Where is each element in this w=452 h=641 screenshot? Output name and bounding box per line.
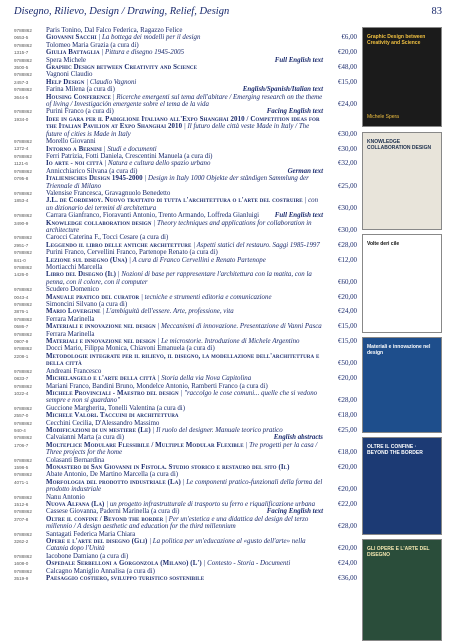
cover-oltre-confine [362,437,442,535]
isbn-code: 9788862 1372-4 [14,139,32,152]
isbn-code: 9788862 1934-0 [14,109,32,122]
catalog-entry [14,405,357,420]
entry-subtitle: Ricerche emergenti sul tema dell'abitare / Emerging research on the theme of living / Investigación emergente sobre el tema de la vida [46,93,323,109]
entry-price: €48,00 [338,64,357,72]
entry-author: Docci Mario, Filippa Monica, Chiavoni Emanuela (a cura di) [46,345,215,353]
entry-title: Ospedale Serbelloni a Gorgonzola (Milano) (L') [46,560,202,568]
entry-price: €20,00 [338,545,357,553]
cover-title: OLTRE IL CONFINE · BEYOND THE BORDER [367,444,423,456]
entry-price: €20,00 [338,293,357,301]
entry-subtitle: Claudio Vagnoni [89,78,137,86]
catalog-entry: 9788862 2457-3 Vagnoni Claudio Help Design | Claudio Vagnoni €15,00 [14,71,357,86]
isbn-code: 9788862 2208-1 [14,346,32,359]
language-tag: Full English text [274,56,323,64]
cover-author: Michele Spera [367,114,399,120]
entry-subtitle: Il futuro delle città veste Made in Italy / The future of cities is Made in Italy [46,123,310,138]
isbn-code: 9788862 2951-7 [14,235,32,248]
entry-subtitle: A cura di Franco Cervellini e Renato Partenope [132,256,266,264]
catalog-entry: 9788862 1512-6 Nanu Antonio Nuova Alfana (La) | un progetto infrastrutturale di trasporto su ferro e riqualificazione urbana €22,00 [14,493,357,508]
entry-price: €32,00 [338,160,357,168]
isbn-code: 9788862 3644-5 [14,87,32,100]
entry-subtitle: Meccanismi di innovazione. Presentazione di Vanni Pasca [161,323,322,331]
entry-subtitle: Design in Italy 1000 Objekte der ständigen Sammlung der Triennale di Milano [46,175,309,190]
entry-title: J.L. de Cordemoy. Nuovo trattato di tutta l'architettura o l'arte del costruire [46,197,303,205]
entry-subtitle: Storia della via Nova Capitolina [161,375,252,383]
catalog-entry: 9788862 0907-9 Ferrara Marinella Materiali e innovazione nel design | Le microstorie. Introduzione di Michele Argentino €15,00 [14,330,357,346]
isbn-code: 9788862 841-0 [14,250,32,263]
catalog-entry: 9788862 0653-5 Paris Tonino, Dal Falco Federica, Ragazzo Felice Giovanni Sacchi | La bottega dei modelli per il design €6,00 [14,27,357,42]
entry-price: €28,00 [338,241,357,249]
entry-author: Tolomeo Maria Grazia (a cura di) [46,41,139,49]
entry-author: Ferri Patrizia, Fotti Daniela, Crescentini Manuela (a cura di) [46,152,213,160]
entry-author: Paris Tonino, Dal Falco Federica, Ragazzo Felice [46,27,183,34]
entry-price: €30,00 [338,145,357,153]
entry-author: Colasanti Bernardina [46,456,105,464]
entry-title: Oltre il confine / Beyond the border [46,515,164,523]
entry-subtitle: "raccolgo le cose comuni... quelle che si vedono sempre e non si guardano" [46,389,318,405]
catalog-entry: 9788862 1706-7 Calvaianni Marta (a cura di) English abstracts Molteplice Modulare Flessibile / Multiple Modular Flexible | Tre progetti per la casa / Three projects for the home €18,00 [14,434,357,457]
entry-title: Graphic Design between Creativity and Science [46,64,198,72]
catalog-entry: 9788862 2951-7 Carocci Caterina F., Tocci Cesare (a cura di) Leggendo il libro delle antiche architetture | Aspetti statici del restauro. Saggi 1985-1997 €28,00 [14,234,357,249]
entry-subtitle: con un dizionario dei termini di architettura [46,197,319,212]
entry-price: €20,00 [338,486,357,494]
language-tag: English/Spanish/Italian text [242,86,323,94]
entry-title: Paesaggio costiero, sviluppo turistico sostenibile [46,575,205,583]
entry-price: €60,00 [338,278,357,286]
entry-price: €18,00 [338,449,357,457]
language-tag: Facing English text [266,508,323,516]
entry-title: Metodologie integrate per il rilievo, il disegno, la modellazione dell'architettura e della città [46,352,320,368]
entry-subtitle: La politica per un'educazione al «gusto dell'arte» nella Catania dopo l'Unità [46,538,306,553]
entry-price: €18,00 [338,412,357,420]
entry-subtitle: Le componenti pratico-funzionali della forma del prodotto industriale [46,478,323,494]
page-header [14,6,442,20]
entry-price: €50,00 [338,360,357,368]
entry-author: Abate Antonio, De Martino Marcella (a cura di) [46,471,179,479]
catalog-entry: 9788862 1372-4 Morello Giovanni Intorno a Bernini | Studi e documenti €30,00 [14,138,357,153]
entry-title: Leggendo il libro delle antiche architetture [46,241,192,249]
entry-title: Morfologia del prodotto industriale (La) [46,478,181,486]
entry-subtitle: Aspetti statici del restauro. Saggi 1985-1997 [196,241,320,249]
entry-title: Libro del Disegno (Il) [46,271,117,279]
catalog-entry: 9788862 1934-0 Purini Franco (a cura di) Facing English text Idee in gara per il Padiglione Italiano all'Expo Shanghai 2010 / Competition ideas for the Italian Pavilion at Expo Shanghai 2010 | Il futuro delle città veste Made in Italy / The future of cities is Made in Italy €30,00 [14,108,357,138]
entry-author: Farina Milena (a cura di) English/Spanish/Italian text [46,86,323,94]
entry-subtitle: La bottega dei modelli per il design [102,34,201,42]
entry-subtitle: Tre progetti per la casa / Three projects for the home [46,441,318,457]
isbn-code: 9788862 4071-1 [14,472,32,485]
entry-title: Housing Conference [46,93,111,101]
isbn-code: 9788862 940-4 [14,420,32,433]
isbn-code: 9788862 1512-6 [14,494,32,507]
entry-price: €6,00 [341,34,357,42]
entry-subtitle: Le microstorie. Introduzione di Michele Argentino [161,338,300,346]
cover-title: GLI OPERE E L'ARTE DEL DISEGNO [367,546,430,558]
entry-price: €28,00 [338,397,357,405]
catalog-entry: 9788862 940-4 Cecchini Cecilia, D'Alessandro Massimo Modificazioni di un mestiere (Le) | Il ruolo del designer. Manuale teorico pratico €25,00 [14,419,357,434]
catalog-list [14,27,357,582]
catalog-entry: 9788862 1608-0 Iacobone Damiano (a cura di) Ospedale Serbelloni a Gorgonzola (Milano) (L') | Contesto - Storia - Documenti €24,00 [14,552,357,568]
entry-title: Modificazioni di un mestiere (Le) [46,426,151,434]
entry-author: Cecchini Cecilia, D'Alessandro Massimo [46,419,160,427]
entry-title: Lezione sul disegno (Una) [46,256,128,264]
entry-price: €20,00 [338,463,357,471]
entry-price: €24,00 [338,101,357,109]
entry-title: Nuova Alfana (La) [46,501,105,508]
isbn-code: 9788862 3262-2 [14,531,32,545]
entry-author: Ferrara Marinella [46,315,95,323]
catalog-entry [14,345,357,367]
catalog-entry: 9788862 1853-4 Valensise Francesca, Gravagnuolo Benedetto J.L. de Cordemoy. Nuovo trattato di tutta l'architettura o l'arte del costruire | con un dizionario dei termini di architettura €30,00 [14,189,357,212]
entry-subtitle: Theory techniques and applications for collaboration in architecture [46,219,312,234]
isbn-code: 9788862 3519-9 [14,568,32,582]
catalog-entry: 9788862 3644-5 Farina Milena (a cura di) English/Spanish/Italian text Housing Conference | Ricerche emergenti sul tema dell'abitare / Emerging research on the theme of living / Investigación emergente sobre el tema de la vida €24,00 [14,86,357,109]
cover-graphic-design [362,27,442,127]
entry-author: Morello Giovanni [46,138,96,146]
isbn-code: 9788862 0653-5 [14,28,32,41]
entry-subtitle: Il ruolo del designer. Manuale teorico pratico [156,426,283,434]
language-tag: English abstracts [273,434,323,442]
entry-subtitle: Per un'estetica e una didattica del design del terzo millennio / A design aesthetic and education for the third millennium [46,515,309,531]
entry-price: €30,00 [338,130,357,138]
isbn-code: 9788862 0043-4 [14,287,32,300]
entry-price: €22,00 [338,501,357,508]
catalog-entry: 9788862 1426-0 Mortiacchi Marcella Libro del Disegno (Il) | Nozioni di base per rappresentare l'architettura con la matita, con la penna, con il colore, con il computer €60,00 [14,264,357,286]
entry-title: Michele Valori. Taccuini di architettura [46,412,179,420]
running-title: Disegno, Rilievo, Design / Drawing, Relief, Design [14,6,230,17]
catalog-entry: 9788862 3262-2 Santagati Federica Maria Chiara Opere e l'arte del disegno (Gli) | La politica per un'educazione al «gusto dell'arte» nella Catania dopo l'Unità €20,00 [14,530,357,553]
entry-price: €24,00 [338,560,357,568]
entry-subtitle: L'ambiguità dell'essere. Arte, professione, vita [105,308,234,316]
entry-title: Giovanni Sacchi [46,34,97,42]
catalog-entry [14,457,357,472]
entry-title: Knowledge collaboration design [46,219,152,227]
entry-subtitle: tecniche e strumenti editoria e comunicazione [144,293,272,301]
entry-price: €12,00 [338,256,357,264]
entry-price: €15,00 [338,78,357,86]
entry-title: Help Design [46,78,85,86]
isbn-code: 9788862 1853-4 [14,190,32,204]
catalog-entry [14,568,357,583]
cover-title: Graphic Design between Creativity and Science [367,34,426,46]
catalog-entry: 9788862 841-0 Purini Franco, Cervellini Franco, Partenope Renato (a cura di) Lezione sul disegno (Una) | A cura di Franco Cervellini e Renato Partenope €12,00 [14,249,357,264]
entry-title: Io arte - noi città [46,160,103,168]
entry-subtitle: Nozioni di base per rappresentare l'architettura con la matita, con la penna, con il colore, con il computer [46,271,312,286]
entry-author: Valensise Francesca, Gravagnuolo Benedetto [46,189,171,197]
isbn-code: 9788862 1598-5 [14,457,32,470]
catalog-entry: 9788862 3490-9 Carrara Gianfranco, Fioravanti Antonio, Trento Armando, Loffreda Gianluigi Full English text Knowledge collaboration design | Theory techniques and applications for collaboration in architecture €30,00 [14,212,357,234]
cover-knowledge-collaboration [362,132,442,230]
entry-price: €20,00 [338,49,357,57]
isbn-code: 9788862 3707-8 [14,509,32,522]
isbn-code: 9788862 3490-9 [14,213,32,226]
entry-price: €15,00 [338,338,357,346]
entry-price: €15,00 [338,323,357,331]
entry-subtitle: un progetto infrastrutturale di trasporto su ferro e riqualificazione urbana [109,501,316,508]
entry-title: Idee in gara per il Padiglione Italiano all'Expo Shanghai 2010 / Competition ideas for the Italian Pavilion at Expo Shanghai 2010 [46,115,320,131]
catalog-entry: 9788862 1121-6 Ferri Patrizia, Fotti Daniela, Crescentini Manuela (a cura di) Io arte - noi città | Natura e cultura dello spazio urbano €32,00 [14,152,357,168]
cover-title: Volte deri cile [367,241,400,247]
entry-author: Carrara Gianfranco, Fioravanti Antonio, Trento Armando, Loffreda Gianluigi Full English text [46,212,323,220]
isbn-code: 9788862 1121-6 [14,153,32,167]
entry-subtitle: Studi e documenti [107,145,157,153]
entry-price: €25,00 [338,182,357,190]
isbn-code: 9788862 1426-0 [14,265,32,278]
entry-author: Scudero Domenico [46,286,100,294]
entry-price: €36,00 [338,575,357,583]
isbn-code: 9788862 2557-0 [14,405,32,419]
isbn-code: 9788862 1608-0 [14,553,32,567]
cover-title: KNOWLEDGE COLLABORATION DESIGN [367,139,432,151]
isbn-code: 9788862 1022-4 [14,383,32,396]
cover-lezione-disegno [362,234,442,333]
entry-price: €30,00 [338,204,357,212]
entry-price: €20,00 [338,375,357,383]
cover-materiali-innovazione [362,337,442,433]
entry-title: Molteplice Modulare Flessibile / Multiple Modular Flexible [46,441,244,449]
language-tag: German text [287,167,323,175]
catalog-entry: 9788862 0043-4 Scudero Domenico Manuale pratico del curator | tecniche e strumenti editoria e comunicazione €20,00 [14,286,357,301]
entry-author: Carocci Caterina F., Tocci Cesare (a cura di) [46,234,169,242]
entry-author: Calvaianni Marta (a cura di) English abstracts [46,434,323,442]
language-tag: Facing English text [266,108,323,116]
entry-author: Spera Michele Full English text [46,56,323,64]
isbn-code: 9788862 0795-8 [14,168,32,182]
isbn-code: 9788862 1315-7 [14,42,32,56]
entry-title: Giulia Battaglia [46,49,100,57]
entry-title: Italienisches Design 1945-2000 [46,175,143,183]
entry-author: Simoncini Silvano (a cura di) [46,301,128,309]
entry-author: Annicchiarico Silvana (a cura di) German text [46,167,323,175]
catalog-entry: 9788862 0586-7 Ferrara Marinella Materiali e innovazione nel design | Meccanismi di innovazione. Presentazione di Vanni Pasca €15,00 [14,315,357,331]
entry-author: Santagati Federica Maria Chiara [46,530,136,538]
entry-subtitle: Contesto - Storia - Documenti [207,560,291,568]
entry-price: €28,00 [338,523,357,531]
isbn-code: 9788862 0833-7 [14,368,32,382]
entry-author: Purini Franco (a cura di) Facing English text [46,108,323,116]
entry-price: €24,00 [338,308,357,316]
page-number: 83 [431,6,442,17]
catalog-entry: 9788862 1315-7 Tolomeo Maria Grazia (a cura di) Giulia Battaglia | Pittura e disegno 1945-2005 €20,00 [14,41,357,57]
cover-title: Materiali e innovazione nel design [367,344,431,356]
catalog-entry: 9788862 0833-7 Andreani Francesco Michelangelo e l'arte della città | Storia della via Nova Capitolina €20,00 [14,367,357,383]
catalog-entry [14,57,357,72]
entry-author: Mortiacchi Marcella [46,264,103,271]
catalog-entry: 9788862 0795-8 Annicchiarico Silvana (a cura di) German text Italienisches Design 1945-2000 | Design in Italy 1000 Objekte der ständigen Sammlung der Triennale di Milano €25,00 [14,167,357,190]
entry-price: €25,00 [338,426,357,434]
catalog-entry: 9788862 1022-4 Mariani Franco, Bandini Bruno, Mondelce Antonio, Ramberti Franco (a cura di) Michele Provinciali - Maestro del design | "raccolgo le cose comuni... quelle che si vedono sempre e non si guardano" €28,00 [14,382,357,405]
entry-author: Cassese Giovanna, Paderni Marinella (a cura di) Facing English text [46,508,323,516]
entry-author: Mariani Franco, Bandini Bruno, Mondelce Antonio, Ramberti Franco (a cura di) [46,382,268,390]
isbn-code: 9788862 1706-7 [14,435,32,448]
entry-price: €30,00 [338,226,357,234]
entry-author: Iacobone Damiano (a cura di) [46,552,129,560]
entry-title: Michelangelo e l'arte della città [46,375,156,383]
entry-title: Opere e l'arte del disegno (Gli) [46,538,148,546]
entry-author: Calcagno Maniglio Annalisa (a cura di) [46,567,155,575]
catalog-entry: 9788862 3707-8 Cassese Giovanna, Paderni Marinella (a cura di) Facing English text Oltre il confine / Beyond the border | Per un'estetica e una didattica del design del terzo millennio / A design aesthetic and education for the third millennium €28,00 [14,508,357,531]
language-tag: Full English text [274,212,323,220]
entry-title: Manuale pratico del curator [46,293,140,301]
entry-author: Purini Franco, Cervellini Franco, Partenope Renato (a cura di) [46,249,218,257]
entry-author: Andreani Francesco [46,367,102,375]
isbn-code: 9788862 0907-9 [14,331,32,345]
catalog-entry: 9788862 4071-1 Abate Antonio, De Martino Marcella (a cura di) Morfologia del prodotto industriale (La) | Le componenti pratico-funzionali della forma del prodotto industriale €20,00 [14,471,357,494]
entry-author: Ferrara Marinella [46,330,95,338]
entry-subtitle: Pittura e disegno 1945-2005 [105,49,185,57]
isbn-code: 9788862 3876-1 [14,302,32,315]
cover-opere-arte-disegno [362,539,442,641]
entry-author: Nanu Antonio [46,493,85,501]
isbn-code: 9788862 3500-5 [14,57,32,71]
entry-title: Monastero di San Giovanni in Fistola. Studio storico e restauro del sito (Il) [46,463,290,471]
isbn-code: 9788862 0586-7 [14,316,32,330]
entry-author: Guccione Margherita, Tonelli Valentina (a cura di) [46,404,186,412]
entry-title: Mario Lovergine [46,308,101,316]
isbn-code: 9788862 2457-3 [14,72,32,85]
entry-subtitle: Natura e cultura dello spazio urbano [108,160,211,168]
catalog-entry: 9788862 3876-1 Simoncini Silvano (a cura di) Mario Lovergine | L'ambiguità dell'essere. Arte, professione, vita €24,00 [14,301,357,316]
entry-title: Materiali e innovazione nel design [46,323,156,331]
entry-title: Materiali e innovazione nel design [46,338,156,346]
entry-title: Michele Provinciali - Maestro del design [46,389,179,397]
entry-author: Vagnoni Claudio [46,71,93,79]
entry-title: Intorno a Bernini [46,145,102,153]
